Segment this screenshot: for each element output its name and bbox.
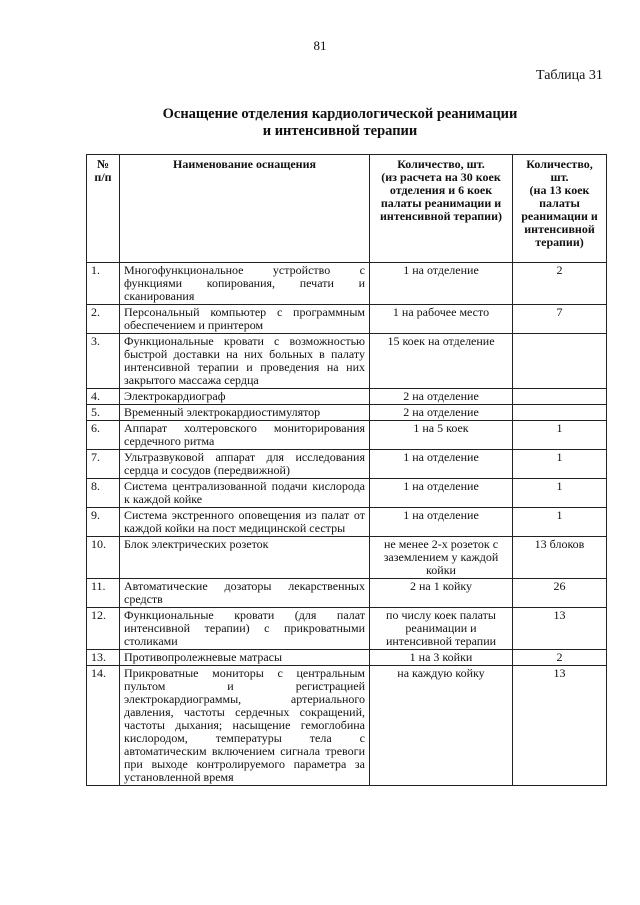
- row-quantity-13: [513, 405, 607, 421]
- header-qty13-line: палаты: [539, 196, 580, 210]
- row-equipment-name: Функциональные кровати с возможностью быстрой доставки на них больных в палату интенсивной терапии и проведения на них закрытого массажа сердца: [120, 334, 370, 389]
- row-quantity-13: 7: [513, 305, 607, 334]
- table-row: [87, 666, 607, 786]
- header-name: Наименование оснащения: [120, 155, 370, 263]
- table-row: [87, 537, 607, 579]
- header-qty13-line: Количество,: [526, 157, 593, 171]
- header-qty30-line: отделения и 6 коек: [389, 183, 493, 197]
- row-number: 14.: [87, 666, 120, 786]
- table-row: [87, 450, 607, 479]
- page-number: 81: [313, 38, 327, 53]
- row-equipment-name: Автоматические дозаторы лекарственных средств: [120, 579, 370, 608]
- header-qty13-line: интенсивной: [524, 222, 595, 236]
- table-row: [87, 508, 607, 537]
- table-row: [87, 389, 607, 405]
- row-quantity-13: 13: [513, 666, 607, 786]
- table-row: [87, 305, 607, 334]
- header-qty30-line: Количество, шт.: [397, 157, 485, 171]
- table-row: [87, 263, 607, 305]
- header-qty13-line: терапии): [535, 235, 584, 249]
- row-number: 9.: [87, 508, 120, 537]
- row-number: 12.: [87, 608, 120, 650]
- row-equipment-name: Временный электрокардиостимулятор: [120, 405, 370, 421]
- row-number: 3.: [87, 334, 120, 389]
- row-number: 2.: [87, 305, 120, 334]
- row-number: 5.: [87, 405, 120, 421]
- row-equipment-name: Аппарат холтеровского мониторирования сердечного ритма: [120, 421, 370, 450]
- table-row: [87, 608, 607, 650]
- row-quantity-13: 2: [513, 650, 607, 666]
- header-qty13-line: реанимации и: [521, 209, 598, 223]
- table-row: [87, 405, 607, 421]
- row-quantity-30: на каждую койку: [370, 666, 513, 786]
- row-quantity-13: 1: [513, 479, 607, 508]
- row-quantity-30: 1 на 5 коек: [370, 421, 513, 450]
- row-quantity-30: 1 на отделение: [370, 450, 513, 479]
- row-quantity-13: 13: [513, 608, 607, 650]
- row-quantity-30: 2 на 1 койку: [370, 579, 513, 608]
- table-caption: Таблица 31: [536, 68, 603, 83]
- header-qty30-line: палаты реанимации и: [380, 196, 502, 210]
- row-quantity-30: 2 на отделение: [370, 405, 513, 421]
- table-header-row: [87, 155, 607, 263]
- row-equipment-name: Система централизованной подачи кислорода к каждой койке: [120, 479, 370, 508]
- row-quantity-30: 1 на отделение: [370, 508, 513, 537]
- row-equipment-name: Прикроватные мониторы с центральным пультом и регистрацией электрокардиограммы, артериального давления, частоты сердечных сокращений, частоты дыхания; насыщение гемоглобина кислородом, температуры тела с автоматическим включением сигнала тревоги при выходе контролируемого параметра за установленной время: [120, 666, 370, 786]
- equipment-table: [86, 154, 607, 786]
- row-number: 11.: [87, 579, 120, 608]
- table-row: [87, 579, 607, 608]
- row-quantity-30: 1 на рабочее место: [370, 305, 513, 334]
- row-equipment-name: Персональный компьютер с программным обеспечением и принтером: [120, 305, 370, 334]
- row-quantity-30: по числу коек палаты реанимации и интенсивной терапии: [370, 608, 513, 650]
- row-quantity-13: [513, 334, 607, 389]
- header-number-line: №: [96, 157, 110, 171]
- row-number: 4.: [87, 389, 120, 405]
- row-number: 1.: [87, 263, 120, 305]
- row-number: 7.: [87, 450, 120, 479]
- row-quantity-13: 1: [513, 508, 607, 537]
- row-number: 10.: [87, 537, 120, 579]
- row-quantity-13: 13 блоков: [513, 537, 607, 579]
- header-qty13-line: (на 13 коек: [529, 183, 590, 197]
- row-equipment-name: Ультразвуковой аппарат для исследования сердца и сосудов (передвижной): [120, 450, 370, 479]
- row-equipment-name: Многофункциональное устройство с функциями копирования, печати и сканирования: [120, 263, 370, 305]
- row-equipment-name: Система экстренного оповещения из палат от каждой койки на пост медицинской сестры: [120, 508, 370, 537]
- row-equipment-name: Блок электрических розеток: [120, 537, 370, 579]
- table-row: [87, 479, 607, 508]
- header-qty30-line: (из расчета на 30 коек: [381, 170, 501, 184]
- row-quantity-13: [513, 389, 607, 405]
- row-quantity-30: 1 на отделение: [370, 479, 513, 508]
- row-number: 6.: [87, 421, 120, 450]
- row-quantity-13: 2: [513, 263, 607, 305]
- row-quantity-13: 1: [513, 421, 607, 450]
- row-quantity-30: 15 коек на отделение: [370, 334, 513, 389]
- table-row: [87, 421, 607, 450]
- row-equipment-name: Функциональные кровати (для палат интенсивной терапии) с прикроватными столиками: [120, 608, 370, 650]
- table-row: [87, 650, 607, 666]
- row-quantity-13: 1: [513, 450, 607, 479]
- document-title: Оснащение отделения кардиологической реанимации: [162, 106, 518, 122]
- document-title-line2: и интенсивной терапии: [262, 123, 418, 139]
- row-quantity-30: не менее 2-х розеток с заземлением у каждой койки: [370, 537, 513, 579]
- row-quantity-30: 1 на 3 койки: [370, 650, 513, 666]
- header-quantity-30: [370, 155, 513, 263]
- header-qty13-line: шт.: [550, 170, 569, 184]
- row-quantity-30: 1 на отделение: [370, 263, 513, 305]
- header-quantity-13: [513, 155, 607, 263]
- header-qty30-line: интенсивной терапии): [380, 209, 502, 223]
- header-number: [87, 155, 120, 263]
- table-row: [87, 334, 607, 389]
- row-equipment-name: Электрокардиограф: [120, 389, 370, 405]
- row-number: 8.: [87, 479, 120, 508]
- row-equipment-name: Противопролежневые матрасы: [120, 650, 370, 666]
- header-number-line: п/п: [94, 170, 112, 184]
- row-number: 13.: [87, 650, 120, 666]
- row-quantity-13: 26: [513, 579, 607, 608]
- row-quantity-30: 2 на отделение: [370, 389, 513, 405]
